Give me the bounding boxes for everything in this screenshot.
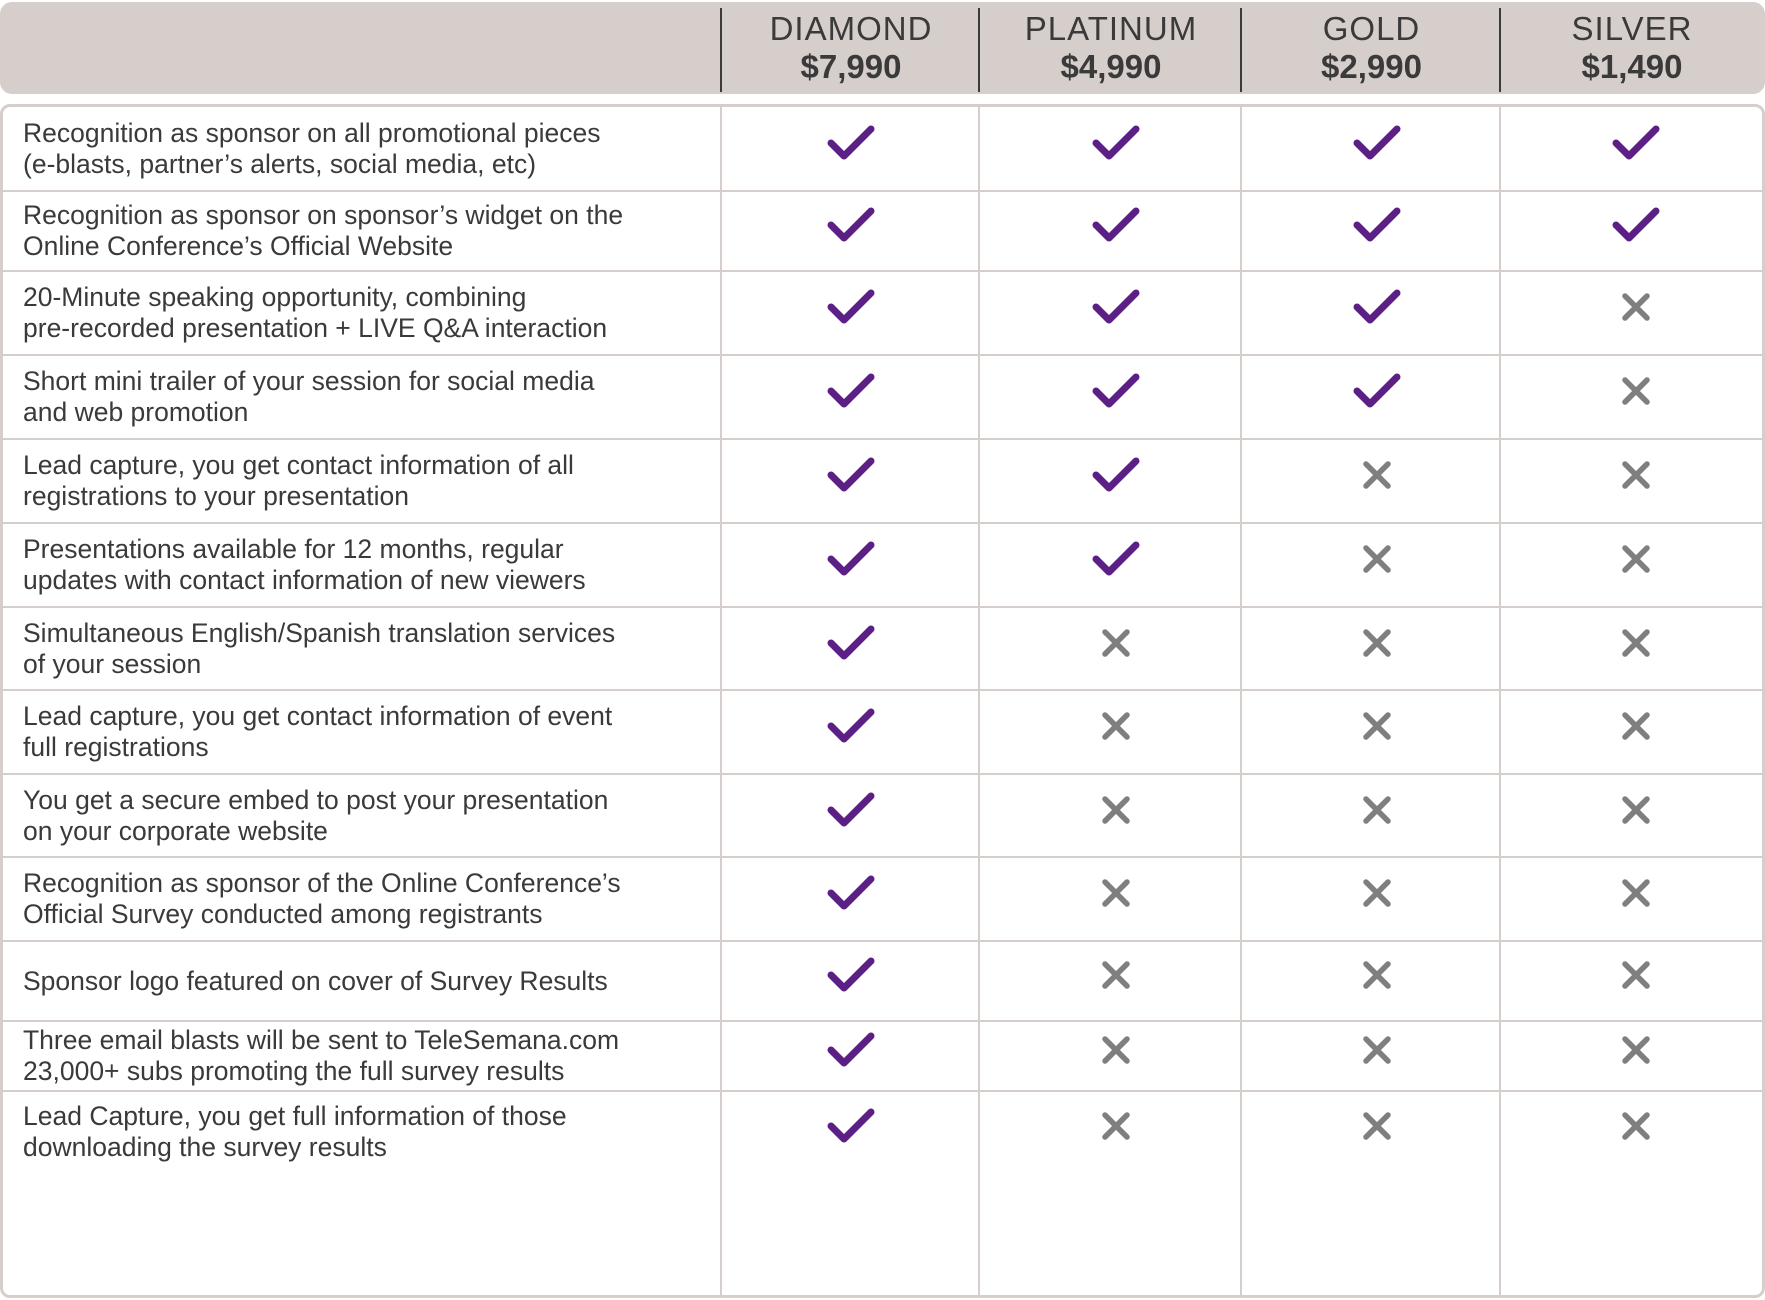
feature-description — [23, 690, 713, 774]
cross-icon — [1362, 607, 1392, 678]
feature-line: Lead capture, you get contact information of event — [23, 701, 613, 731]
cross-icon — [1621, 523, 1651, 595]
feature-line: registrations to your presentation — [23, 481, 409, 511]
check-icon — [1092, 107, 1140, 179]
check-icon — [827, 1091, 875, 1161]
feature-description — [23, 941, 713, 1021]
feature-description — [23, 355, 713, 439]
check-icon — [1092, 355, 1140, 427]
check-icon — [1092, 191, 1140, 259]
cross-icon — [1621, 355, 1651, 427]
cross-icon — [1362, 1021, 1392, 1079]
tier-name: DIAMOND — [769, 10, 933, 47]
table-row — [3, 857, 1762, 941]
check-icon — [827, 271, 875, 343]
tier-name: PLATINUM — [1024, 10, 1198, 47]
feature-line: on your corporate website — [23, 815, 328, 846]
cross-icon — [1621, 774, 1651, 845]
check-icon — [1612, 107, 1660, 179]
table-row — [3, 690, 1762, 774]
feature-line: Recognition as sponsor of the Online Conference’s — [23, 868, 621, 898]
feature-line: pre-recorded presentation + LIVE Q&A interaction — [23, 313, 608, 343]
tier-header-platinum — [980, 2, 1242, 94]
feature-line: and web promotion — [23, 397, 249, 427]
feature-description — [23, 774, 713, 857]
feature-line: Recognition as sponsor on sponsor’s widget on the — [23, 200, 624, 230]
check-icon — [1353, 355, 1401, 427]
check-icon — [1353, 271, 1401, 343]
feature-line: Simultaneous English/Spanish translation services — [23, 617, 616, 648]
check-icon — [1612, 191, 1660, 259]
cross-icon — [1621, 271, 1651, 343]
tier-header-bar — [0, 2, 1765, 94]
check-icon — [827, 355, 875, 427]
cross-icon — [1362, 1091, 1392, 1161]
tier-price: $2,990 — [1321, 48, 1422, 85]
check-icon — [1353, 191, 1401, 259]
tier-name: SILVER — [1571, 10, 1693, 47]
tier-price: $1,490 — [1581, 48, 1683, 85]
table-row — [3, 1021, 1762, 1091]
cross-icon — [1621, 857, 1651, 929]
check-icon — [827, 191, 875, 259]
cross-icon — [1621, 1091, 1651, 1161]
cross-icon — [1362, 857, 1392, 929]
cross-icon — [1101, 774, 1131, 845]
tier-header-diamond — [722, 2, 980, 94]
check-icon — [827, 941, 875, 1009]
cross-icon — [1362, 523, 1392, 595]
check-icon — [827, 774, 875, 845]
cross-icon — [1101, 1091, 1131, 1161]
feature-line: Lead Capture, you get full information of those — [23, 1101, 567, 1131]
tier-price: $4,990 — [1060, 48, 1162, 85]
check-icon — [1092, 439, 1140, 511]
feature-description — [23, 107, 713, 191]
feature-description — [23, 191, 713, 271]
check-icon — [827, 607, 875, 678]
cross-icon — [1621, 439, 1651, 511]
table-row — [3, 774, 1762, 857]
feature-description — [23, 439, 713, 523]
header-divider — [978, 8, 980, 92]
feature-description — [23, 607, 713, 690]
feature-line: Sponsor logo featured on cover of Survey Results — [23, 965, 608, 996]
check-icon — [827, 1021, 875, 1079]
header-divider — [720, 8, 722, 92]
table-row — [3, 191, 1762, 271]
feature-line: of your session — [23, 648, 202, 679]
table-row — [3, 1091, 1762, 1173]
table-row — [3, 941, 1762, 1021]
feature-line: downloading the survey results — [23, 1132, 387, 1162]
cross-icon — [1101, 690, 1131, 762]
header-divider — [1499, 8, 1501, 92]
cross-icon — [1101, 1021, 1131, 1079]
feature-line: Three email blasts will be sent to TeleSemana.com — [23, 1025, 620, 1055]
check-icon — [827, 857, 875, 929]
cross-icon — [1621, 941, 1651, 1009]
cross-icon — [1621, 1021, 1651, 1079]
feature-line: 20-Minute speaking opportunity, combining — [23, 282, 527, 312]
tier-header-silver — [1501, 2, 1763, 94]
feature-description — [23, 271, 713, 355]
cross-icon — [1101, 941, 1131, 1009]
tier-header-gold — [1242, 2, 1501, 94]
feature-description — [23, 857, 713, 941]
table-row — [3, 271, 1762, 355]
feature-line: full registrations — [23, 732, 209, 762]
feature-line: updates with contact information of new viewers — [23, 565, 586, 595]
check-icon — [1092, 523, 1140, 595]
feature-line: You get a secure embed to post your presentation — [23, 784, 609, 815]
feature-line: Online Conference’s Official Website — [23, 231, 454, 261]
feature-line: Official Survey conducted among registrants — [23, 899, 543, 929]
cross-icon — [1362, 439, 1392, 511]
cross-icon — [1362, 774, 1392, 845]
cross-icon — [1101, 607, 1131, 678]
check-icon — [1092, 271, 1140, 343]
table-row — [3, 355, 1762, 439]
feature-line: Presentations available for 12 months, regular — [23, 534, 564, 564]
cross-icon — [1362, 941, 1392, 1009]
feature-line: Short mini trailer of your session for social media — [23, 366, 595, 396]
table-row — [3, 523, 1762, 607]
tier-name: GOLD — [1322, 10, 1421, 47]
feature-line: 23,000+ subs promoting the full survey results — [23, 1056, 565, 1086]
tier-price: $7,990 — [800, 48, 902, 85]
check-icon — [827, 439, 875, 511]
cross-icon — [1621, 690, 1651, 762]
check-icon — [1353, 107, 1401, 179]
feature-description — [23, 1091, 713, 1173]
table-row — [3, 439, 1762, 523]
header-divider — [1240, 8, 1242, 92]
check-icon — [827, 523, 875, 595]
feature-description — [23, 523, 713, 607]
cross-icon — [1362, 690, 1392, 762]
table-row — [3, 607, 1762, 690]
check-icon — [827, 107, 875, 179]
feature-line: (e-blasts, partner’s alerts, social media, etc) — [23, 149, 537, 179]
feature-line: Lead capture, you get contact information of all — [23, 450, 574, 480]
cross-icon — [1101, 857, 1131, 929]
cross-icon — [1621, 607, 1651, 678]
check-icon — [827, 690, 875, 762]
features-grid — [0, 104, 1765, 1298]
table-row — [3, 107, 1762, 191]
feature-description — [23, 1021, 713, 1091]
feature-line: Recognition as sponsor on all promotional pieces — [23, 118, 601, 148]
